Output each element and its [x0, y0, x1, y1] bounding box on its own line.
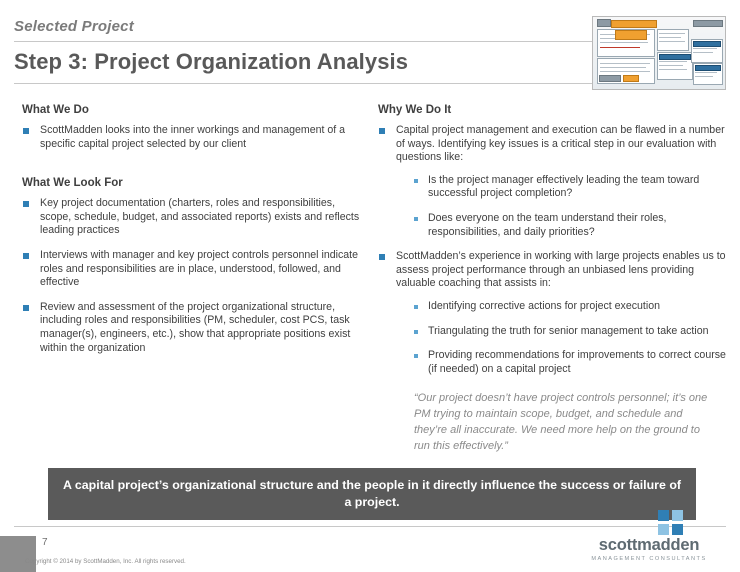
logo-wordmark: scottmadden — [598, 536, 700, 554]
corner-block — [0, 536, 36, 572]
sub-list — [396, 300, 726, 376]
why-we-do-it-heading: Why We Do It — [378, 104, 452, 116]
list-item — [378, 250, 726, 376]
sub-list-item: Does everyone on the team understand their roles, responsibilities, and daily priorities? — [414, 212, 726, 239]
list-item-text: ScottMadden’s experience in working with large projects enables us to assess project performance through an unbiased lens providing valuable coaching that assists in: — [396, 250, 726, 290]
sub-list — [396, 174, 726, 239]
page-number: 7 — [42, 537, 48, 548]
sub-list-item: Identifying corrective actions for project execution — [414, 300, 726, 314]
why-we-do-it-list — [378, 124, 726, 376]
eyebrow-label: Selected Project — [14, 18, 134, 35]
scottmadden-logo-icon — [658, 510, 684, 536]
logo-tagline: MANAGEMENT CONSULTANTS — [591, 556, 707, 562]
list-item: ScottMadden looks into the inner workings and management of a specific capital project selected by our client — [22, 124, 364, 151]
what-we-look-for-list — [22, 197, 364, 355]
key-message-bar: A capital project’s organizational structure and the people in it directly influence the success or failure of a project. — [48, 468, 696, 520]
list-item: Key project documentation (charters, roles and responsibilities, scope, schedule, budget, and associated reports) exists and reflects leading practices — [22, 197, 364, 238]
page-title: Step 3: Project Organization Analysis — [14, 49, 409, 74]
left-column — [22, 104, 364, 366]
copyright-text: Copyright © 2014 by ScottMadden, Inc. All rights reserved. — [25, 558, 186, 565]
slide-thumbnail-image — [592, 16, 726, 90]
list-item-text: Capital project management and execution can be flawed in a number of ways. Identifying key issues is a critical step in our evaluation with questions like: — [396, 124, 725, 164]
list-item: Interviews with manager and key project controls personnel indicate roles and responsibilities are in place, understood, followed, and effective — [22, 249, 364, 290]
company-logo — [574, 536, 724, 562]
what-we-do-list — [22, 124, 364, 151]
thumbnail-content — [593, 17, 725, 89]
list-item — [378, 124, 726, 239]
footer-divider — [14, 526, 726, 527]
list-item: Review and assessment of the project organizational structure, including roles and responsibilities (PM, scheduler, cost PCS, task manager(s), engineers, etc.), show that appropriate positions exist within the organization — [22, 301, 364, 355]
client-quote: “Our project doesn’t have project controls personnel; it’s one PM trying to maintain scope, budget, and schedule and they’re all inaccurate. We need more help on the ground to run this effectively.” — [414, 392, 708, 453]
right-column — [378, 104, 726, 454]
what-we-look-for-heading: What We Look For — [22, 177, 123, 190]
sub-list-item: Providing recommendations for improvements to correct course (if needed) on a capital project — [414, 349, 726, 376]
sub-list-item: Is the project manager effectively leading the team toward successful project completion? — [414, 174, 726, 201]
sub-list-item: Triangulating the truth for senior management to take action — [414, 325, 726, 339]
what-we-do-heading: What We Do — [22, 104, 89, 116]
